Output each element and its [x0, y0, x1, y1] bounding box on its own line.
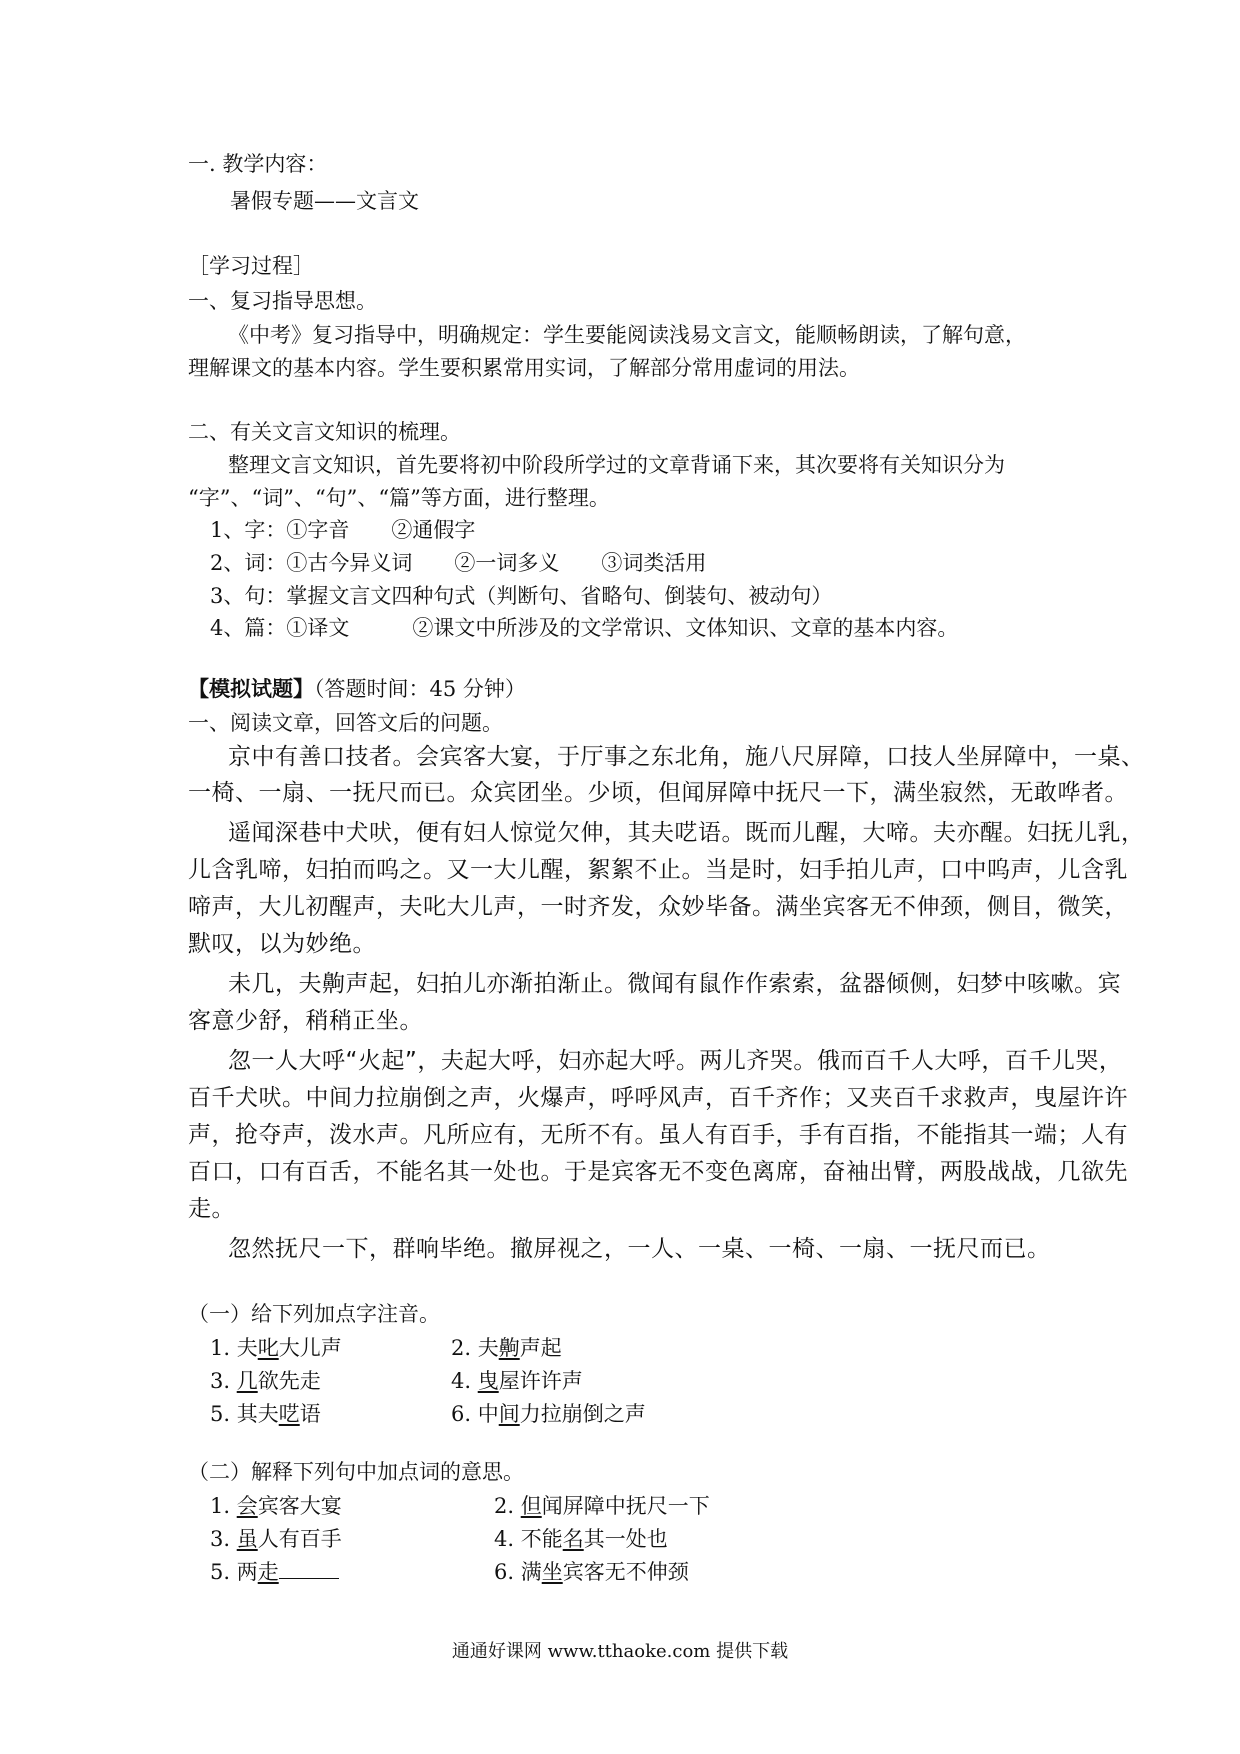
passage-line: 一椅、一扇、一抚尺而已。众宾团坐。少顷，但闻屏障中抚尺一下，满坐寂然，无敢哗者。 [188, 780, 1128, 806]
pinyin-item: 3. 几欲先走 [210, 1369, 321, 1393]
knowledge-item: 4、篇：①译文 ②课文中所涉及的文学常识、文体知识、文章的基本内容。 [210, 616, 959, 640]
passage-line: 啼声，大儿初醒声，夫叱大儿声，一时齐发，众妙毕备。满坐宾客无不伸颈，侧目，微笑， [188, 894, 1128, 920]
passage-line: 百千犬吠。中间力拉崩倒之声，火爆声，呼呼风声，百千齐作；又夹百千求救声，曳屋许许 [188, 1085, 1128, 1111]
section-heading: 一. 教学内容： [188, 152, 328, 176]
part2-line1: 整理文言文知识，首先要将初中阶段所学过的文章背诵下来，其次要将有关知识分为 [228, 453, 1005, 477]
dotted-word: 虽 [236, 1527, 258, 1551]
question1-title: 一、阅读文章，回答文后的问题。 [188, 711, 503, 735]
pinyin-item: 2. 夫齁声起 [451, 1336, 562, 1360]
exam-title: 【模拟试题】 [188, 676, 314, 701]
passage-line: 走。 [188, 1196, 235, 1222]
dotted-word: 坐 [541, 1560, 563, 1584]
sub1-title: （一）给下列加点字注音。 [188, 1302, 440, 1326]
part1-line2: 理解课文的基本内容。学生要积累常用实词，了解部分常用虚词的用法。 [188, 356, 860, 380]
dotted-word: 走 [257, 1560, 279, 1584]
part2-line2: “字”、“词”、“句”、“篇”等方面，进行整理。 [188, 486, 610, 510]
topic-title: 暑假专题——文言文 [230, 189, 419, 213]
pinyin-item: 1. 夫叱大儿声 [210, 1336, 342, 1360]
dotted-char: 呓 [278, 1402, 300, 1426]
dotted-word: 会 [236, 1494, 258, 1518]
knowledge-item: 1、字：①字音 ②通假字 [210, 518, 476, 542]
passage-line: 声，抢夺声，泼水声。凡所应有，无所不有。虽人有百手，手有百指，不能指其一端；人有 [188, 1122, 1128, 1148]
passage-line: 儿含乳啼，妇拍而呜之。又一大儿醒，絮絮不止。当是时，妇手拍儿声，口中呜声，儿含乳 [188, 857, 1128, 883]
passage-line: 忽然抚尺一下，群响毕绝。撤屏视之，一人、一桌、一椅、一扇、一抚尺而已。 [228, 1236, 1051, 1262]
passage-line: 百口，口有百舌，不能名其一处也。于是宾客无不变色离席，奋袖出臂，两股战战，几欲先 [188, 1159, 1128, 1185]
page-footer: 通通好课网 www.tthaoke.com 提供下载 [451, 1641, 789, 1662]
dotted-word: 名 [562, 1527, 584, 1551]
passage-line: 未几，夫齁声起，妇拍儿亦渐拍渐止。微闻有鼠作作索索，盆器倾侧，妇梦中咳嗽。宾 [228, 971, 1121, 997]
part1-line1: 《中考》复习指导中，明确规定：学生要能阅读浅易文言文，能顺畅朗读，了解句意， [228, 323, 1026, 347]
meaning-item: 3. 虽人有百手 [210, 1527, 342, 1551]
knowledge-item: 2、词：①古今异义词 ②一词多义 ③词类活用 [210, 551, 707, 575]
meaning-item: 4. 不能名其一处也 [494, 1527, 668, 1551]
passage-line: 遥闻深巷中犬吠，便有妇人惊觉欠伸，其夫呓语。既而儿醒，大啼。夫亦醒。妇抚儿乳， [228, 820, 1145, 846]
meaning-item: 1. 会宾客大宴 [210, 1494, 342, 1518]
pinyin-item: 4. 曳屋许许声 [451, 1369, 583, 1393]
dotted-char: 叱 [257, 1336, 279, 1360]
process-heading: ［学习过程］ [188, 254, 314, 278]
passage-line: 忽一人大呼“火起”，夫起大呼，妇亦起大呼。两儿齐哭。俄而百千人大呼，百千儿哭， [228, 1048, 1123, 1074]
passage-line: 默叹，以为妙绝。 [188, 931, 376, 957]
dotted-char: 间 [498, 1402, 520, 1426]
part2-title: 二、有关文言文知识的梳理。 [188, 420, 461, 444]
dotted-char: 几 [236, 1369, 258, 1393]
meaning-item: 2. 但闻屏障中抚尺一下 [494, 1494, 710, 1518]
meaning-item: 5. 两走 [210, 1558, 339, 1586]
passage-line: 京中有善口技者。会宾客大宴，于厅事之东北角，施八尺屏障，口技人坐屏障中，一桌、 [228, 744, 1145, 770]
sub2-title: （二）解释下列句中加点词的意思。 [188, 1460, 524, 1484]
exam-header [188, 675, 526, 703]
pinyin-item: 6. 中间力拉崩倒之声 [451, 1402, 646, 1426]
pinyin-item: 5. 其夫呓语 [210, 1402, 321, 1426]
exam-time: （答题时间：45 分钟） [314, 677, 526, 701]
meaning-item: 6. 满坐宾客无不伸颈 [494, 1560, 689, 1584]
part1-title: 一、复习指导思想。 [188, 289, 377, 313]
dotted-char: 曳 [477, 1369, 499, 1393]
dotted-word: 但 [520, 1494, 542, 1518]
passage-line: 客意少舒，稍稍正坐。 [188, 1008, 423, 1034]
dotted-char: 齁 [498, 1336, 520, 1360]
knowledge-item: 3、句：掌握文言文四种句式（判断句、省略句、倒装句、被动句） [210, 584, 833, 608]
answer-blank[interactable] [279, 1577, 339, 1579]
